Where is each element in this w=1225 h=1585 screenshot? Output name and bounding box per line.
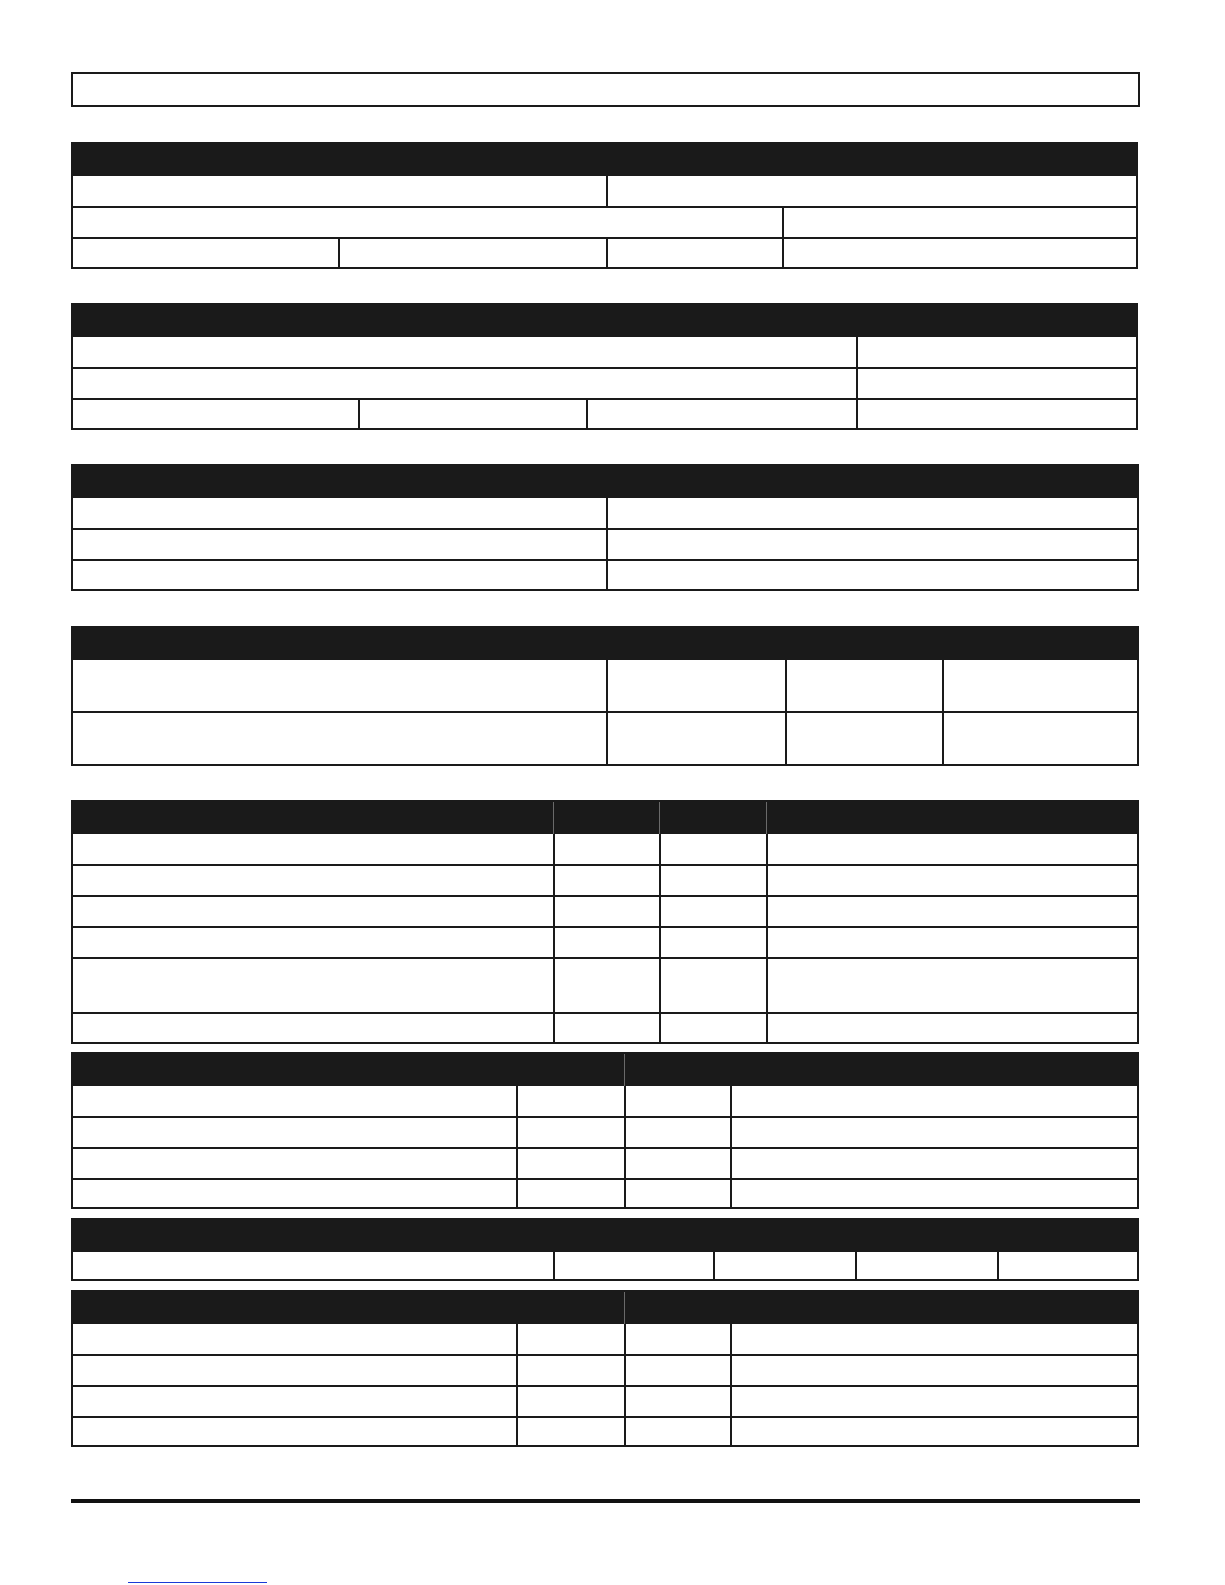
section-3-header: [73, 466, 1137, 498]
table-row[interactable]: [73, 1356, 1137, 1385]
section-2-header: [73, 305, 1136, 337]
section-6-col-divider: [730, 1086, 732, 1207]
section-2-col-divider: [586, 400, 588, 428]
section-7-field-2[interactable]: [555, 1252, 713, 1279]
section-2-field-1[interactable]: [73, 337, 856, 367]
section-1-field-3[interactable]: [73, 208, 782, 237]
section-1-field-2[interactable]: [608, 176, 1136, 206]
section-7-col-divider: [997, 1252, 999, 1279]
section-4-field-4[interactable]: [944, 660, 1137, 711]
table-row[interactable]: [73, 928, 1137, 957]
section-7: [71, 1218, 1139, 1281]
section-6-header-divider: [624, 1054, 625, 1086]
table-row[interactable]: [73, 959, 1137, 1012]
section-5-col-divider: [659, 834, 661, 1042]
section-5-header-divider: [553, 802, 554, 834]
section-1-field-5[interactable]: [73, 239, 338, 267]
table-row[interactable]: [73, 1418, 1137, 1445]
section-4-field-7[interactable]: [787, 713, 942, 764]
section-2-field-7[interactable]: [588, 400, 856, 428]
section-1-col-divider: [782, 208, 784, 267]
section-1-field-4[interactable]: [784, 208, 1136, 237]
section-3-field-4[interactable]: [608, 530, 1137, 559]
section-4-field-2[interactable]: [608, 660, 785, 711]
section-5-col-divider: [766, 834, 768, 1042]
section-4-col-divider: [785, 660, 787, 764]
table-row[interactable]: [73, 866, 1137, 895]
section-4-header: [73, 628, 1137, 660]
table-row[interactable]: [73, 1387, 1137, 1416]
section-1-col-divider: [606, 176, 608, 206]
section-2-field-4[interactable]: [858, 369, 1136, 398]
section-6-col-divider: [516, 1086, 518, 1207]
section-3-col-divider: [606, 498, 608, 589]
table-row[interactable]: [73, 1324, 1137, 1354]
section-1-col-divider: [338, 239, 340, 267]
section-8-col-divider: [624, 1324, 626, 1445]
section-2-col-divider: [358, 400, 360, 428]
section-2-field-8[interactable]: [858, 400, 1136, 428]
section-2-field-6[interactable]: [360, 400, 586, 428]
section-5-header-divider: [766, 802, 767, 834]
section-1-field-1[interactable]: [73, 176, 606, 206]
section-5-header: [73, 802, 1137, 834]
section-8: [71, 1290, 1139, 1447]
section-3-field-6[interactable]: [608, 561, 1137, 589]
section-4-field-8[interactable]: [944, 713, 1137, 764]
section-7-col-divider: [553, 1252, 555, 1279]
section-2-field-2[interactable]: [858, 337, 1136, 367]
section-7-field-3[interactable]: [715, 1252, 855, 1279]
section-7-col-divider: [713, 1252, 715, 1279]
section-8-col-divider: [516, 1324, 518, 1445]
section-7-field-4[interactable]: [857, 1252, 997, 1279]
section-1: [71, 142, 1138, 269]
section-1-field-6[interactable]: [340, 239, 606, 267]
section-5: [71, 800, 1139, 1044]
section-1-field-7[interactable]: [608, 239, 782, 267]
section-6: [71, 1052, 1139, 1209]
section-2-col-divider: [856, 337, 858, 428]
section-4-field-1[interactable]: [73, 660, 606, 711]
section-7-header: [73, 1220, 1137, 1252]
section-4-col-divider: [942, 660, 944, 764]
section-8-header-divider: [624, 1292, 625, 1324]
section-4-field-3[interactable]: [787, 660, 942, 711]
section-7-field-1[interactable]: [73, 1252, 553, 1279]
section-3-field-3[interactable]: [73, 530, 606, 559]
section-3: [71, 464, 1139, 591]
section-1-field-8[interactable]: [784, 239, 1136, 267]
section-4: [71, 626, 1139, 766]
footer-link-underline[interactable]: [128, 1582, 267, 1583]
section-3-field-5[interactable]: [73, 561, 606, 589]
section-2-field-3[interactable]: [73, 369, 856, 398]
section-8-header: [73, 1292, 1137, 1324]
section-7-col-divider: [855, 1252, 857, 1279]
section-7-field-5[interactable]: [999, 1252, 1137, 1279]
section-2: [71, 303, 1138, 430]
footer-rule: [71, 1499, 1140, 1503]
table-row[interactable]: [73, 897, 1137, 926]
section-1-header: [73, 144, 1136, 176]
section-6-header: [73, 1054, 1137, 1086]
section-8-col-divider: [730, 1324, 732, 1445]
section-1-col-divider: [606, 239, 608, 267]
section-5-header-divider: [659, 802, 660, 834]
section-3-field-2[interactable]: [608, 498, 1137, 528]
section-4-field-5[interactable]: [73, 713, 606, 764]
table-row[interactable]: [73, 1118, 1137, 1147]
section-2-field-5[interactable]: [73, 400, 358, 428]
section-3-field-1[interactable]: [73, 498, 606, 528]
section-4-col-divider: [606, 660, 608, 764]
table-row[interactable]: [73, 1086, 1137, 1116]
section-5-col-divider: [553, 834, 555, 1042]
table-row[interactable]: [73, 1014, 1137, 1042]
form-title-box: [71, 72, 1140, 107]
table-row[interactable]: [73, 1180, 1137, 1207]
table-row[interactable]: [73, 1149, 1137, 1178]
table-row[interactable]: [73, 834, 1137, 864]
section-4-field-6[interactable]: [608, 713, 785, 764]
section-6-col-divider: [624, 1086, 626, 1207]
